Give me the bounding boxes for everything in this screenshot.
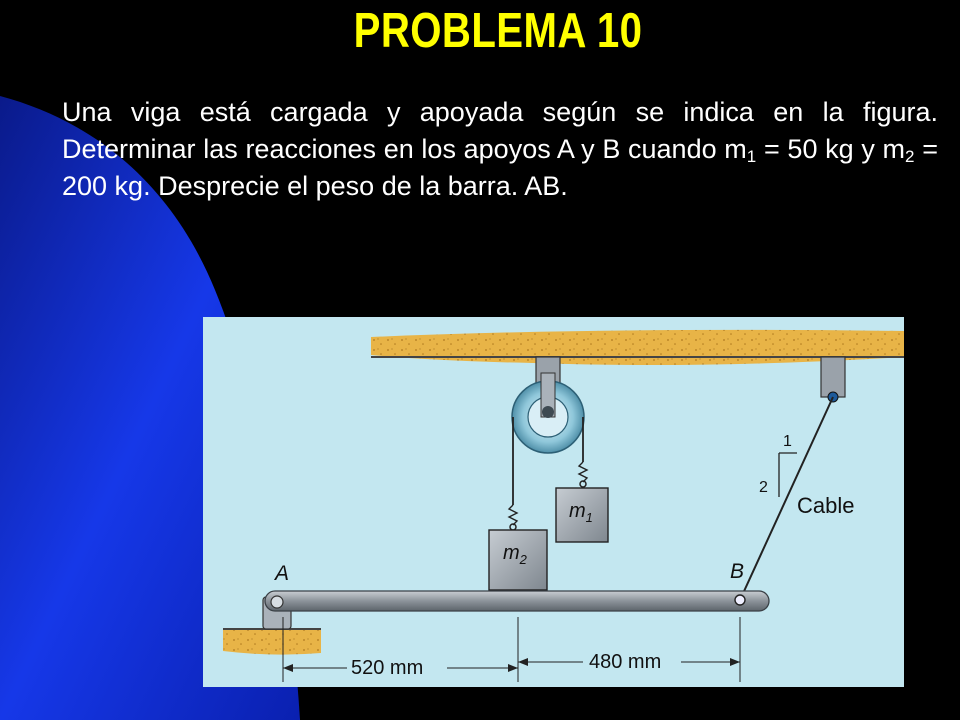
slide-title: PROBLEMA 10 (353, 4, 643, 58)
dimension-right: 480 mm (589, 651, 662, 673)
problem-text-2: = 50 kg y m (756, 134, 906, 164)
dimension-left: 520 mm (351, 657, 424, 679)
slope-rise-label: 2 (759, 479, 768, 496)
label-m1 (569, 500, 593, 525)
label-m2-base: m (503, 542, 520, 564)
label-b: B (730, 560, 745, 583)
label-m1-sub: 1 (585, 510, 593, 525)
problem-text-1: Una viga está cargada y apoyada según se indica en la figura. Determinar las reacciones en los apoyos A y B cuando m (62, 97, 938, 164)
pulley (512, 357, 584, 453)
ground-a (223, 629, 321, 655)
m1-subscript: 1 (746, 147, 757, 166)
label-cable: Cable (797, 493, 855, 518)
beam-diagram (203, 317, 904, 687)
problem-statement (62, 94, 938, 205)
problem-text-3: = 200 kg. Desprecie el peso de la barra. AB. (62, 134, 938, 201)
m2-subscript: 2 (905, 147, 915, 166)
beam-ab (265, 591, 769, 611)
slope-run-label: 1 (783, 433, 792, 450)
label-m2-sub: 2 (519, 552, 527, 567)
label-a: A (275, 562, 290, 585)
label-m1-base: m (569, 500, 586, 522)
label-m2 (503, 542, 527, 567)
